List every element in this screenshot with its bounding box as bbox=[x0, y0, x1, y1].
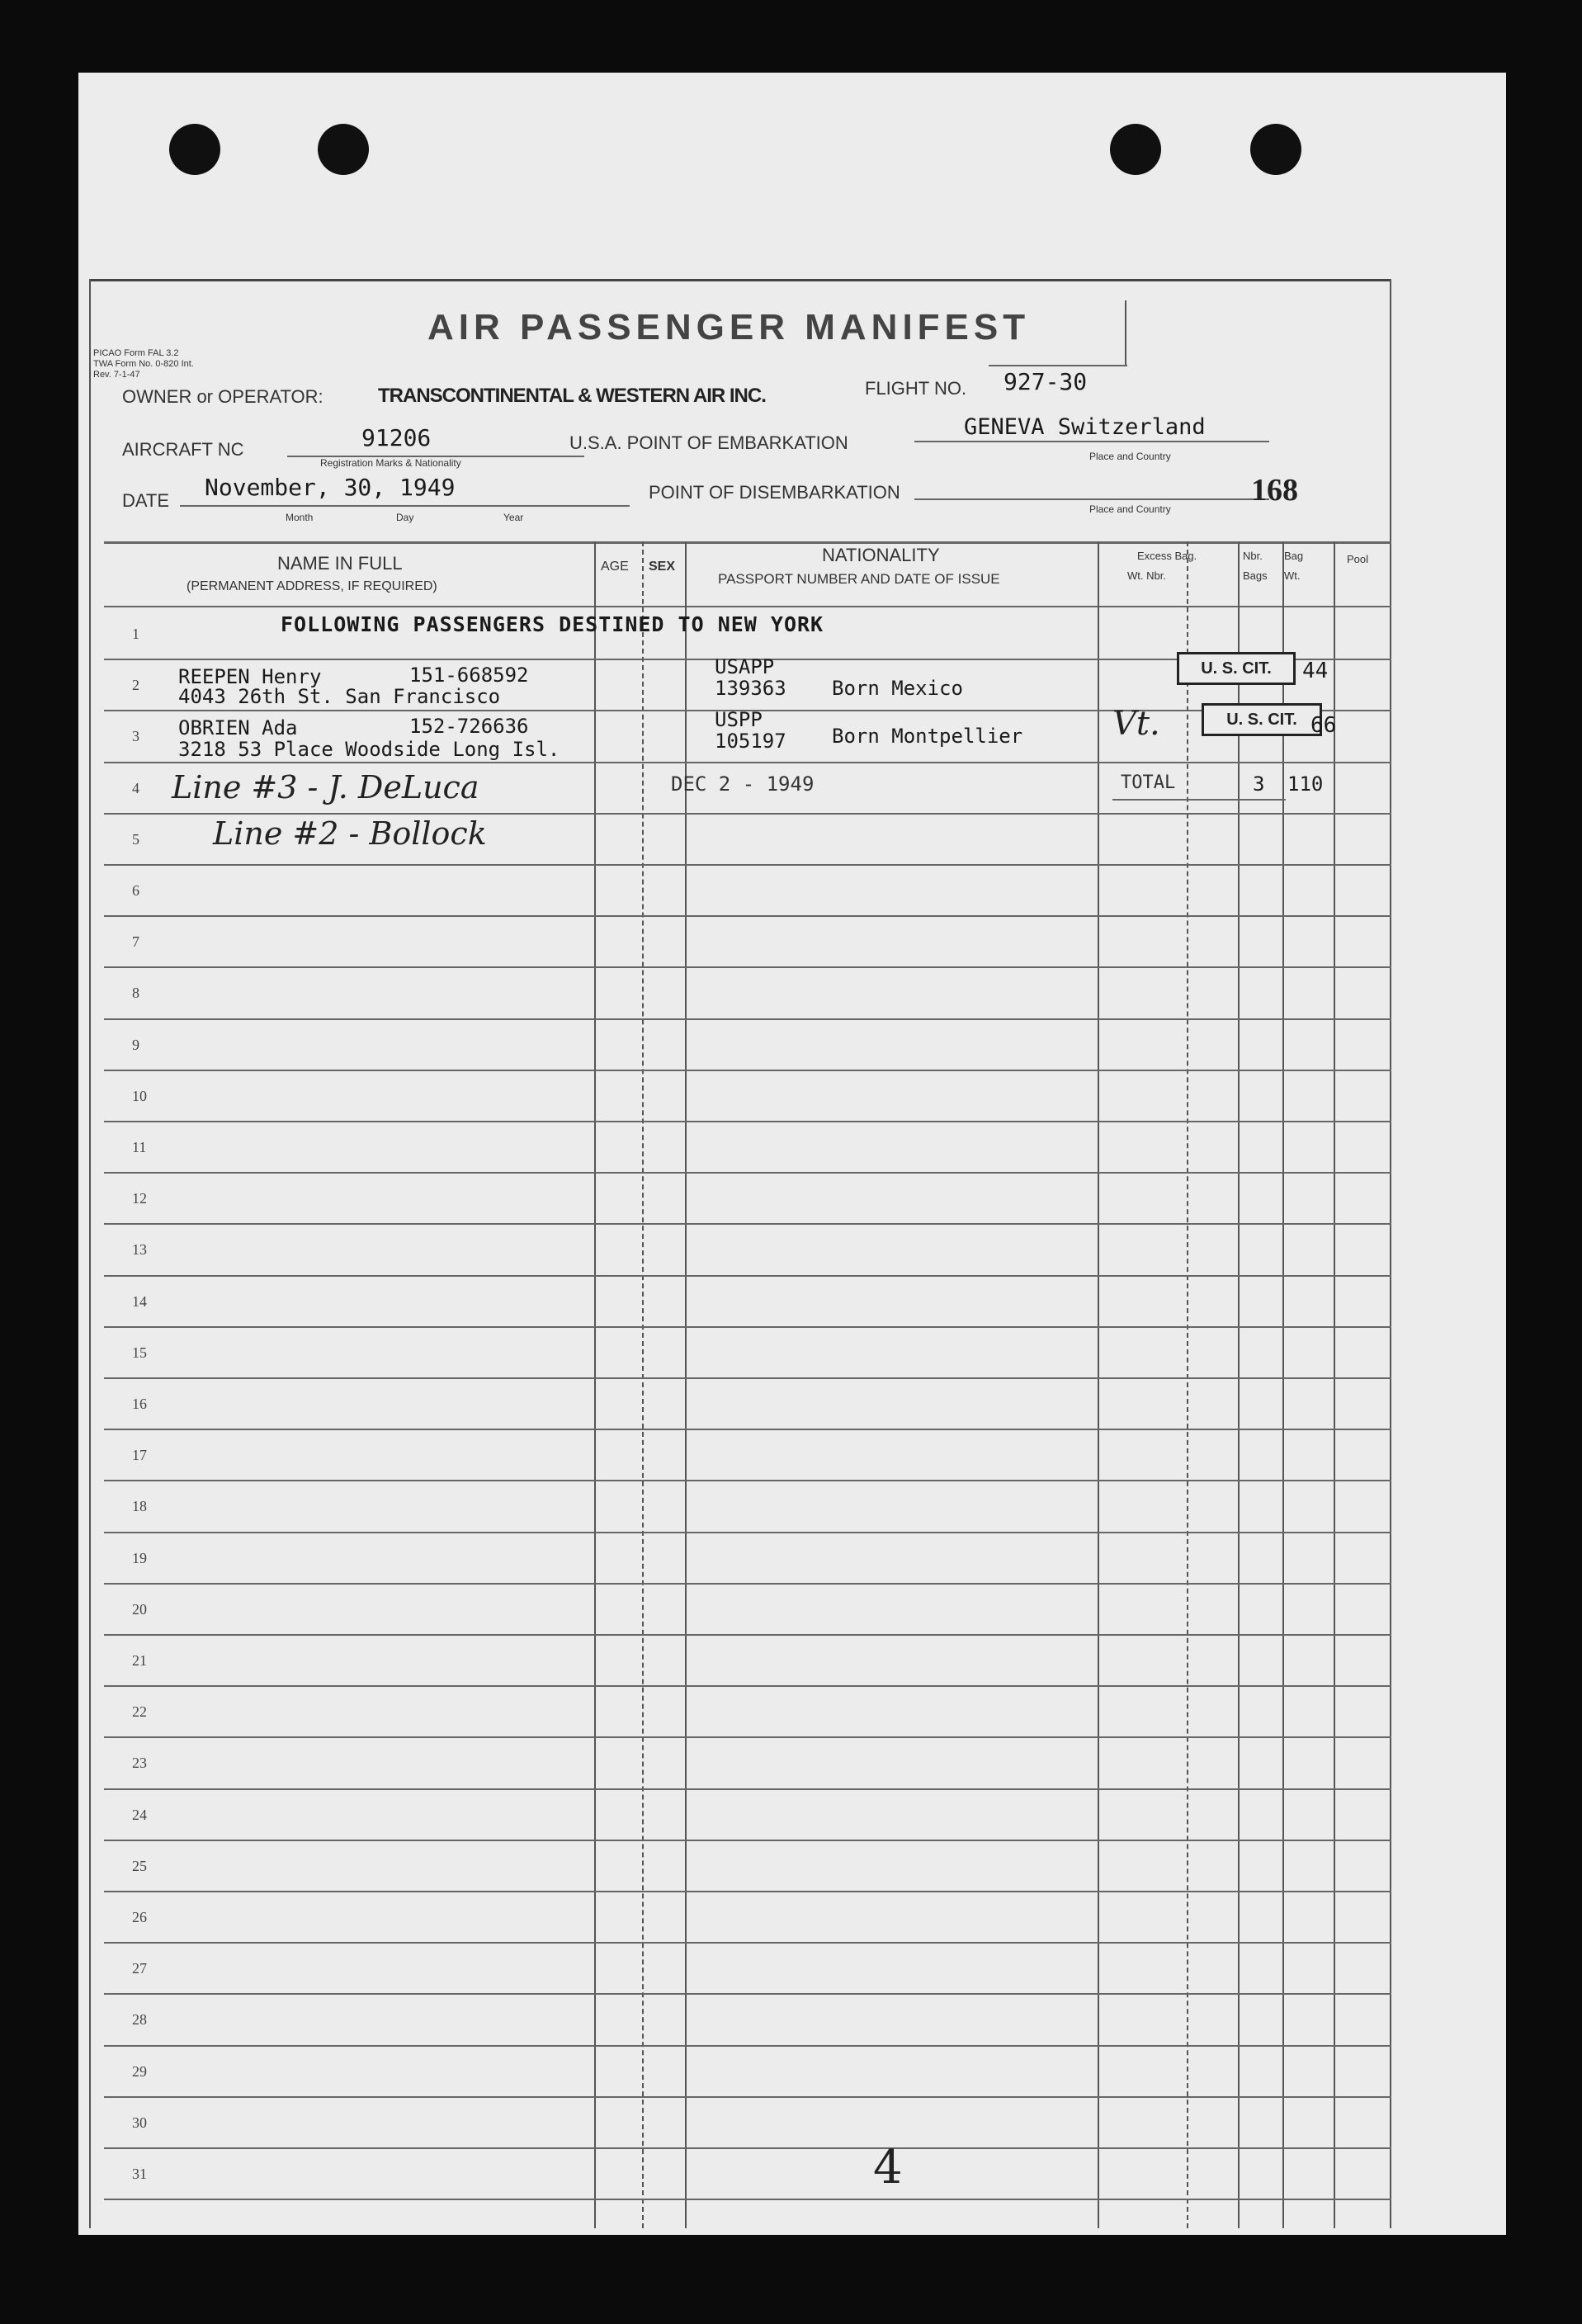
row-number: 3 bbox=[132, 728, 139, 745]
row-divider bbox=[104, 1275, 1391, 1277]
row-divider bbox=[104, 1840, 1391, 1841]
row-divider bbox=[104, 2147, 1391, 2149]
col-sex-header: SEX bbox=[649, 560, 676, 574]
row-number: 19 bbox=[132, 1549, 147, 1566]
row-number: 2 bbox=[132, 677, 139, 694]
row-number: 1 bbox=[132, 626, 139, 642]
row-number: 12 bbox=[132, 1190, 147, 1207]
flight-label: FLIGHT NO. bbox=[865, 378, 967, 399]
aircraft-value: 91206 bbox=[361, 424, 432, 451]
passenger-2-address: 3218 53 Place Woodside Long Isl. bbox=[178, 738, 560, 761]
total-weight: 110 bbox=[1287, 772, 1324, 796]
row-number: 14 bbox=[132, 1292, 147, 1310]
punch-hole bbox=[1250, 124, 1301, 175]
col-name-header: NAME IN FULL bbox=[277, 553, 403, 574]
row-number: 6 bbox=[132, 882, 139, 899]
passenger-1-bag-weight: 44 bbox=[1302, 659, 1329, 683]
page-number-stamp: 168 bbox=[1251, 473, 1298, 508]
row-number: 20 bbox=[132, 1600, 147, 1618]
row-number: 10 bbox=[132, 1087, 147, 1104]
row-number: 28 bbox=[132, 2011, 147, 2029]
row-divider bbox=[104, 2096, 1391, 2098]
row-divider bbox=[104, 1172, 1391, 1174]
punch-hole bbox=[169, 124, 220, 175]
row-divider bbox=[104, 864, 1391, 866]
passenger-2-name: OBRIEN Ada bbox=[178, 716, 298, 739]
col-nationality-header: NATIONALITY bbox=[822, 545, 940, 565]
row-divider bbox=[104, 1121, 1391, 1122]
row-divider bbox=[104, 1070, 1391, 1071]
punch-hole bbox=[318, 124, 369, 175]
row-number: 27 bbox=[132, 1960, 147, 1977]
row-number: 18 bbox=[132, 1498, 147, 1515]
row-divider bbox=[104, 1532, 1391, 1533]
row-number: 24 bbox=[132, 1806, 147, 1823]
passenger-1-ticket: 151-668592 bbox=[409, 664, 529, 687]
flight-number: 927-30 bbox=[1004, 368, 1088, 395]
handwritten-mark: Vt. bbox=[1112, 705, 1160, 743]
row-divider bbox=[104, 2045, 1391, 2047]
row-divider bbox=[104, 2199, 1391, 2200]
row-divider bbox=[104, 813, 1391, 815]
owner-value: TRANSCONTINENTAL & WESTERN AIR INC. bbox=[378, 385, 766, 407]
form-reference: PICAO Form FAL 3.2 TWA Form No. 0-820 Int. Rev. 7-1-47 bbox=[93, 348, 194, 380]
row-divider bbox=[104, 1223, 1391, 1225]
passenger-1-born: Born Mexico bbox=[832, 677, 963, 700]
passenger-2-ticket: 152-726636 bbox=[409, 715, 529, 738]
row-divider bbox=[104, 1891, 1391, 1892]
row-number: 29 bbox=[132, 2062, 147, 2080]
row-number: 4 bbox=[132, 779, 139, 796]
owner-label: OWNER or OPERATOR: bbox=[122, 386, 323, 407]
passenger-2-passport: 105197 bbox=[715, 730, 786, 753]
passenger-1-nationality: USAPP bbox=[715, 655, 775, 678]
row-divider bbox=[104, 1634, 1391, 1636]
row-divider bbox=[104, 915, 1391, 917]
page-title: AIR PASSENGER MANIFEST bbox=[427, 307, 1031, 347]
row-number: 8 bbox=[132, 985, 139, 1002]
row-number: 26 bbox=[132, 1909, 147, 1925]
handwritten-page-number: 4 bbox=[873, 2141, 903, 2194]
passenger-2-born: Born Montpellier bbox=[832, 725, 1023, 748]
row-divider bbox=[104, 1583, 1391, 1585]
passenger-1-name: REEPEN Henry bbox=[178, 665, 322, 688]
date-label: DATE bbox=[122, 490, 170, 511]
embarkation-value: GENEVA Switzerland bbox=[964, 414, 1206, 440]
row-number: 9 bbox=[132, 1036, 139, 1053]
destination-note: FOLLOWING PASSENGERS DESTINED TO NEW YORK bbox=[281, 612, 824, 636]
row-divider bbox=[104, 1018, 1391, 1020]
citizenship-stamp: U. S. CIT. bbox=[1202, 703, 1322, 736]
row-number: 7 bbox=[132, 933, 139, 951]
total-bags: 3 bbox=[1253, 772, 1265, 796]
row-divider bbox=[104, 1736, 1391, 1738]
date-value: November, 30, 1949 bbox=[205, 474, 456, 501]
row-number: 22 bbox=[132, 1703, 147, 1721]
passenger-1-passport: 139363 bbox=[715, 677, 786, 700]
row-number: 13 bbox=[132, 1241, 147, 1259]
citizenship-stamp: U. S. CIT. bbox=[1177, 652, 1296, 685]
row-number: 11 bbox=[132, 1139, 147, 1155]
manifest-form: PICAO Form FAL 3.2 TWA Form No. 0-820 Int. Rev. 7-1-47 AIR PASSENGER MANIFEST OWNER or OPERATOR: TRANSCONTINENTAL & WESTERN AIR INC. FLIGHT NO. 927-30 AIRCRAFT NC 91206 Registration Marks & Nationality U.S.A. POINT OF EMBARKATION GENEVA Switzerland Place and Country DATE November, 30, 1949 Month Day Year POINT OF DISEMBARKATION Place and Country 168 NAME IN FULL (PERMANENT ADDRESS, IF REQUIRED) AGE SEX NATIONALITY PASSPORT NUMBER AND DATE OF ISSUE Excess Bag. Wt. Nbr. Nbr. Bags Bag Wt. Pool 1 2 3 4 5 6 7 8 9 10 11 12 13 14 15 16 17 18 19 20 21 22 23 24 25 26 27 28 29 30 31 FOLLOWING PASSENGERS DESTINED TO NEW YORK REEPEN Henry 151-668592 4043 26th St. San Francisco USAPP 139363 Born Mexico U. S. CIT. 44 OBRIEN Ada 152-726636 3218 53 Place Woodside Long Isl. USPP 105197 Born Montpellier Vt. U. S. CIT. 66 DEC 2 - 1949 TOTAL 3 110 Line #3 - J. DeLuca Line #2 - Bollock 4 bbox=[89, 279, 1391, 2228]
row-divider bbox=[104, 1377, 1391, 1379]
row-divider bbox=[104, 1685, 1391, 1687]
col-age-header: AGE bbox=[601, 560, 629, 574]
row-divider bbox=[104, 1429, 1391, 1430]
passenger-1-address: 4043 26th St. San Francisco bbox=[178, 685, 501, 708]
row-divider bbox=[104, 1480, 1391, 1481]
row-number: 25 bbox=[132, 1857, 147, 1874]
row-divider bbox=[104, 1788, 1391, 1790]
disembarkation-label: POINT OF DISEMBARKATION bbox=[649, 482, 900, 503]
total-label: TOTAL bbox=[1121, 772, 1176, 793]
row-number: 16 bbox=[132, 1396, 147, 1412]
row-divider bbox=[104, 1942, 1391, 1944]
embarkation-label: U.S.A. POINT OF EMBARKATION bbox=[569, 432, 848, 453]
punch-hole bbox=[1110, 124, 1161, 175]
passenger-2-bag-weight: 66 bbox=[1310, 713, 1337, 738]
date-stamp: DEC 2 - 1949 bbox=[671, 772, 815, 796]
row-divider bbox=[104, 762, 1391, 763]
row-number: 30 bbox=[132, 2114, 147, 2131]
row-number: 21 bbox=[132, 1652, 147, 1669]
row-divider bbox=[104, 1326, 1391, 1328]
passenger-2-nationality: USPP bbox=[715, 708, 763, 731]
row-divider bbox=[104, 1993, 1391, 1995]
row-number: 5 bbox=[132, 830, 139, 848]
row-number: 31 bbox=[132, 2166, 147, 2182]
row-number: 15 bbox=[132, 1344, 147, 1361]
aircraft-label: AIRCRAFT NC bbox=[122, 439, 244, 460]
row-number: 17 bbox=[132, 1447, 147, 1464]
row-divider bbox=[104, 966, 1391, 968]
handwritten-note-line3: Line #3 - J. DeLuca bbox=[172, 769, 479, 805]
row-number: 23 bbox=[132, 1755, 147, 1772]
handwritten-note-line2: Line #2 - Bollock bbox=[213, 815, 487, 852]
